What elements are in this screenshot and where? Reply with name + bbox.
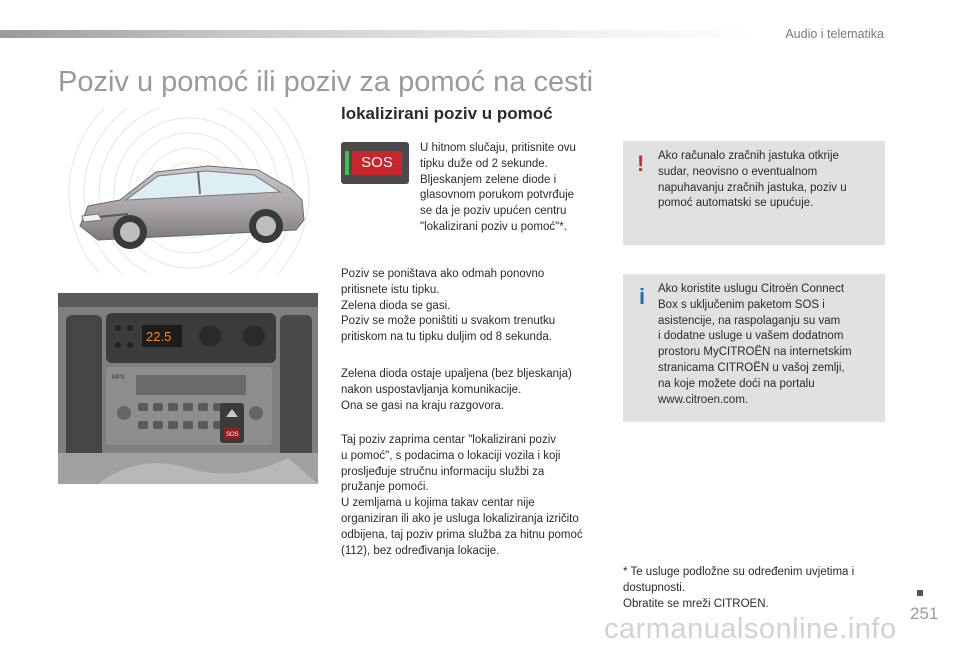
header-bar (0, 30, 760, 38)
warning-text: Ako računalo zračnih jastuka otkrije sudar, neovisno o eventualnom napuhavanju zračnih jastuka, poziv u pomoć automatski se upućuje. (658, 150, 847, 210)
info-icon: i (639, 284, 646, 309)
warning-icon: ! (637, 151, 645, 176)
info-text: Ako koristite uslugu Citroën Connect Box s uključenim paketom SOS i asistencije, na raspolaganju su vam i dodatne usluge u vašem dodatnom prostoru MyCITROËN na internetskim stranicama CITROËN u vašoj zemlji, na koje možete doći na portalu www.citroen.com. (658, 283, 852, 406)
page-number: 251 (910, 604, 939, 623)
green-led-indicator (345, 151, 349, 175)
intro-paragraph: U hitnom slučaju, pritisnite ovu tipku duže od 2 sekunde. Bljeskanjem zelene diode i glasovnom porukom potvrđuje se da je poziv upućen centru "lokalizirani poziv u pomoć"*. (420, 142, 576, 233)
climate-display: 22.5 (146, 329, 172, 344)
sos-button[interactable] (341, 142, 409, 184)
page-title: Poziv u pomoć ili poziv za pomoć na cesti (58, 66, 594, 98)
footnote: * Te usluge podložne su određenim uvjetima i dostupnosti. Obratite se mreži CITROEN. (623, 566, 855, 610)
mp3-label: MP3 (112, 375, 125, 381)
center-paragraph: Taj poziv zaprima centar "lokalizirani poziv u pomoć", s podacima o lokaciji vozila i koji prosljeđuje stručnu informaciju službi za pružanje pomoći. U zemljama u kojima takav centar nije organiziran ili ako je usluga lokaliziranja izričito odbijena, taj poziv prima služba za hitnu pomoć (112), bez određivanja lokacije. (341, 434, 583, 557)
dashboard-photo (58, 293, 318, 484)
page-marker (917, 590, 923, 596)
info-box (623, 274, 885, 422)
warning-box (623, 141, 885, 245)
led-paragraph: Zelena dioda ostaje upaljena (bez bljeskanja) nakon uspostavljanja komunikacije. Ona se gasi na kraju razgovora. (341, 368, 572, 412)
dashboard-sos-label: SOS (226, 432, 239, 438)
car-illustration (58, 108, 320, 273)
cancel-paragraph: Poziv se poništava ako odmah ponovno pritisnete istu tipku. Zelena dioda se gasi. Poziv se može poništiti u svakom trenutku pritiskom na tu tipku duljim od 8 sekunda. (341, 268, 556, 344)
section-subtitle: lokalizirani poziv u pomoć (341, 104, 553, 123)
watermark: carmanualsonline.info (604, 613, 897, 645)
section-title: Audio i telematika (785, 27, 884, 41)
sos-button-label: SOS (352, 151, 402, 175)
